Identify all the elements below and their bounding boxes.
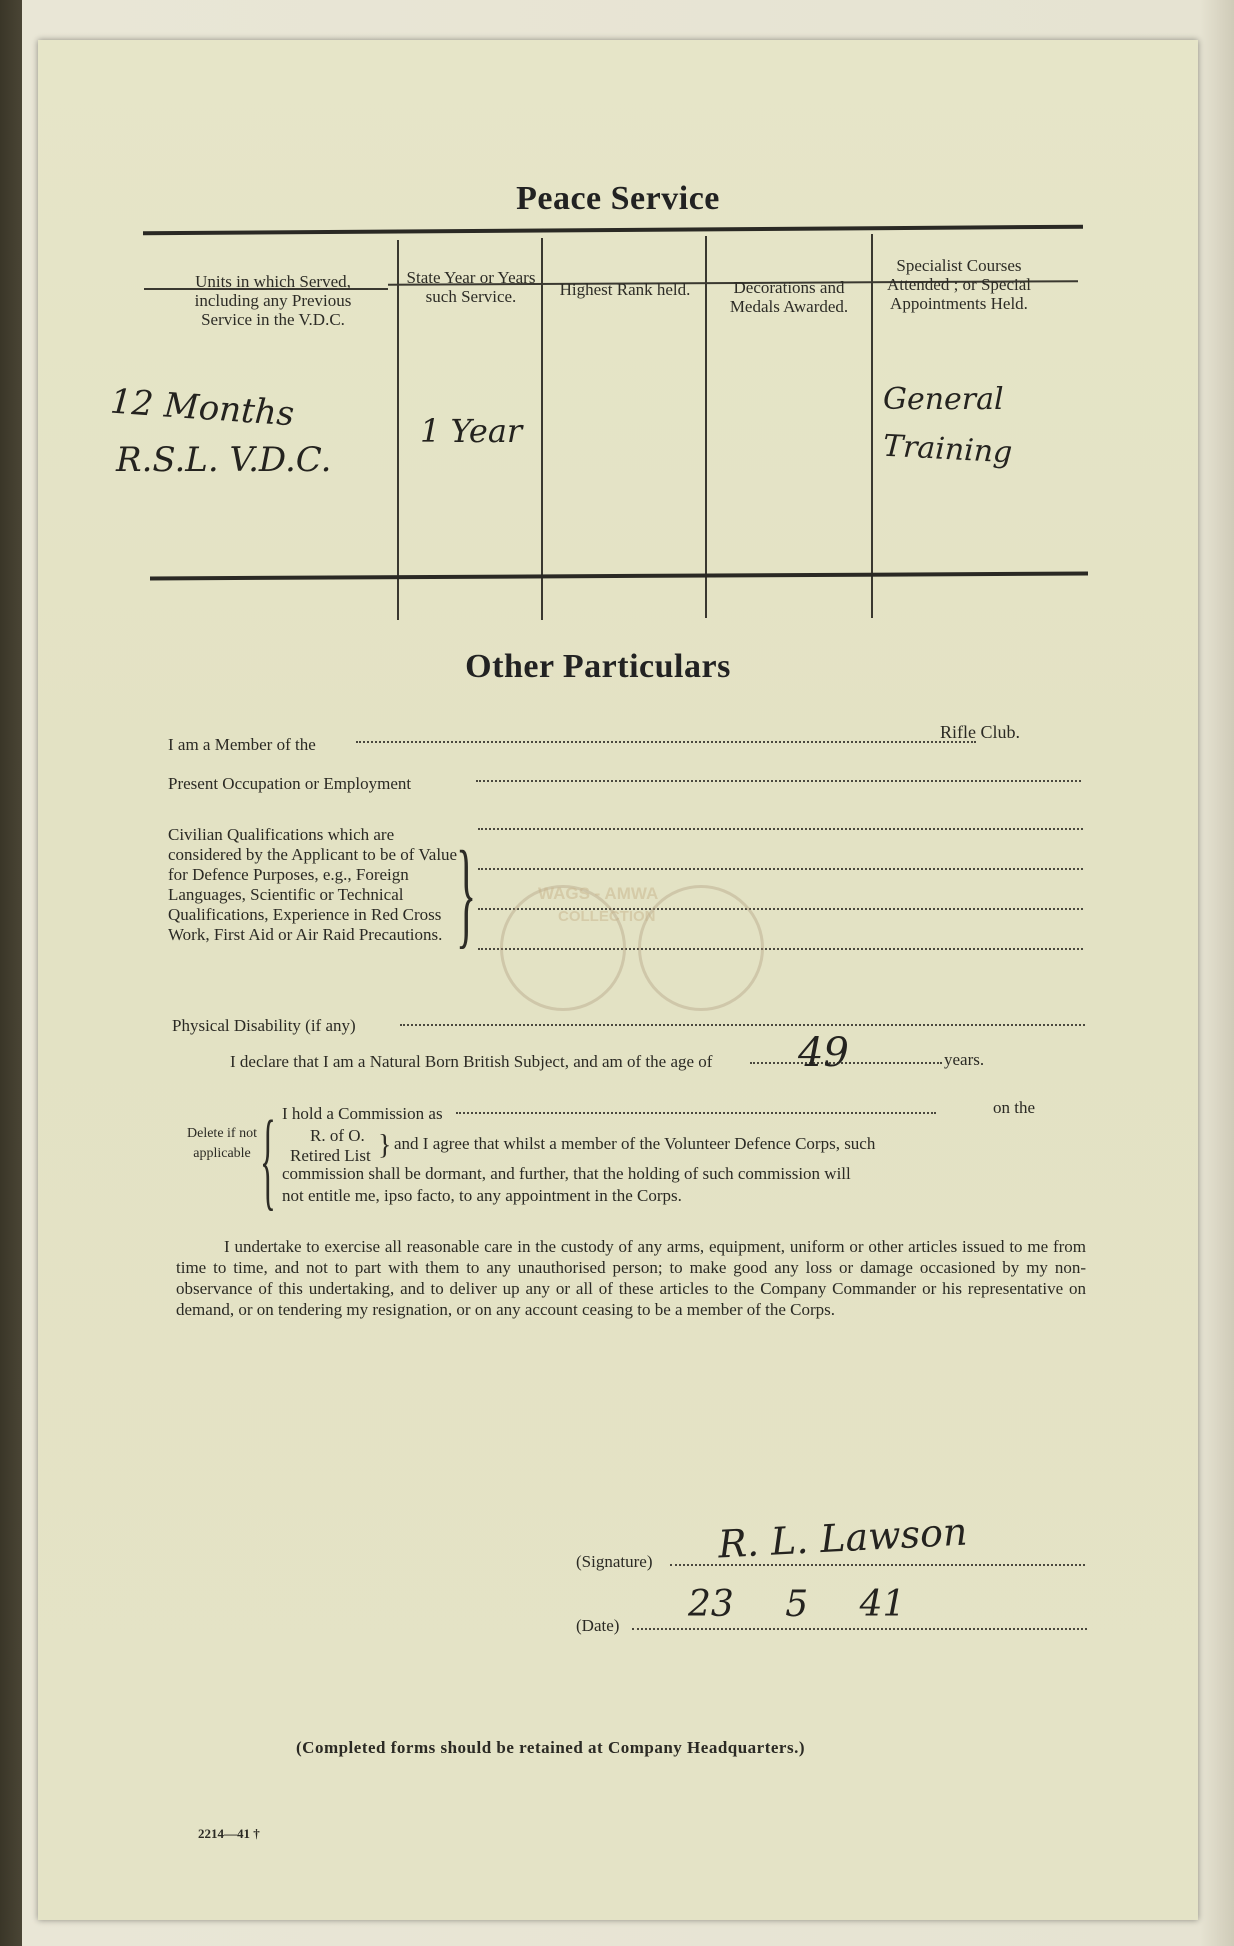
signature-label: (Signature) [576, 1552, 653, 1571]
date-label: (Date) [576, 1616, 620, 1635]
col-header-rank: Highest Rank held. [559, 280, 691, 299]
occupation-field [476, 780, 1081, 782]
footer-note: (Completed forms should be retained at Company Headquarters.) [296, 1738, 806, 1757]
watermark-text-2: COLLECTION [558, 908, 656, 925]
commission-line4: not entitle me, ipso facto, to any appointment in the Corps. [282, 1186, 682, 1205]
age-handwritten: 49 [798, 1030, 849, 1076]
col-header-courses: Specialist Courses Attended ; or Special Appointments Held. [887, 256, 1031, 313]
col-divider-2 [541, 238, 543, 620]
undertaking-paragraph: I undertake to exercise all reasonable care in the custody of any arms, equipment, uniform or other articles issued to me from time to time, and not to part with them to any unauthorised person; to make good any loss or damage occasioned by my non-observance of this undertaking, and to deliver up any or all of these articles to the Company Commander or his representative on demand, or on tendering my resignation, or on any account ceasing to be a member of the Corps. [176, 1237, 1086, 1319]
commission-on-the: on the [993, 1098, 1036, 1117]
col-header-units: Units in which Served, including any Previous Service in the V.D.C. [194, 272, 352, 329]
table-bottom-rule [150, 572, 1088, 581]
commission-agree: and I agree that whilst a member of the Volunteer Defence Corps, such [394, 1134, 876, 1153]
signature-handwritten: R. L. Lawson [717, 1509, 969, 1567]
form-page [38, 40, 1198, 1920]
commission-label: I hold a Commission as [282, 1104, 443, 1123]
courses-handwritten-2: Training [882, 428, 1014, 471]
units-handwritten-1: 12 Months [108, 381, 296, 435]
commission-field [456, 1112, 936, 1114]
form-number: 2214—41 † [198, 1826, 260, 1841]
units-handwritten-2: R.S.L. V.D.C. [116, 440, 332, 480]
col-header-decorations: Decorations and Medals Awarded. [729, 278, 849, 316]
disability-label: Physical Disability (if any) [172, 1016, 356, 1035]
commission-line3: commission shall be dormant, and further, that the holding of such commission will [282, 1164, 851, 1183]
member-label: I am a Member of the [168, 735, 316, 754]
col-header-years: State Year or Years such Service. [406, 268, 536, 306]
other-particulars-title: Other Particulars [465, 648, 731, 685]
watermark-text-1: WAGS - AMWA [538, 884, 659, 903]
member-field [356, 741, 976, 743]
civilian-brace: } [456, 826, 477, 959]
disability-field [400, 1024, 1085, 1026]
col-divider-1 [397, 240, 399, 620]
declaration-label: I declare that I am a Natural Born British Subject, and am of the age of [230, 1052, 713, 1071]
delete-brace: { [260, 1098, 276, 1220]
peace-service-title: Peace Service [516, 180, 720, 217]
commission-retired: Retired List [290, 1146, 371, 1165]
delete-note: Delete if not applicable [187, 1126, 257, 1161]
declaration-suffix: years. [944, 1050, 985, 1069]
col-divider-3 [705, 236, 707, 618]
table-top-rule [143, 225, 1083, 236]
commission-ro: R. of O. [310, 1126, 365, 1145]
occupation-label: Present Occupation or Employment [168, 774, 412, 793]
col-divider-4 [871, 234, 873, 618]
courses-handwritten-1: General [883, 382, 1004, 417]
date-field [632, 1628, 1087, 1630]
date-handwritten: 23 5 41 [688, 1584, 906, 1625]
civilian-field-1 [478, 828, 1083, 830]
years-handwritten: 1 Year [420, 412, 523, 450]
commission-small-brace: } [378, 1130, 392, 1161]
member-suffix: Rifle Club. [940, 722, 1020, 742]
civilian-field-2 [478, 868, 1083, 870]
civilian-qualifications-label: Civilian Qualifications which are considered by the Applicant to be of Value for Defence Purposes, e.g., Foreign Languages, Scientific or Technical Qualifications, Experience in Red Cross Work, First Aid or Air Raid Precautions. [168, 825, 458, 944]
